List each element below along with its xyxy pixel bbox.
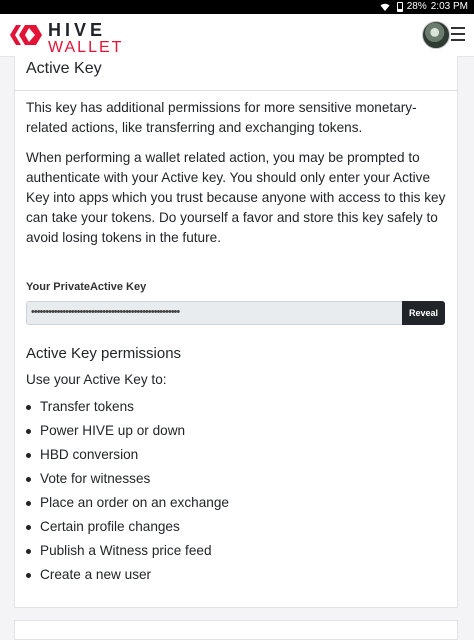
description-paragraph-2: When performing a wallet related action, you may be prompted to authenticate with your Active key. You should only enter your Active Key into apps which you trust because anyone with access to this key can take your tokens. Do yourself a favor and store this key safely to avoid losing tokens in the future.	[26, 150, 446, 245]
logo-wallet-text: WALLET	[48, 39, 124, 56]
logo-hive-text: HIVE	[48, 20, 107, 40]
list-item: Power HIVE up or down	[26, 419, 229, 443]
permissions-list	[26, 395, 229, 587]
list-item: Create a new user	[26, 563, 229, 587]
list-item: Publish a Witness price feed	[26, 539, 229, 563]
private-key-label: Your PrivateActive Key	[26, 281, 147, 293]
private-key-field[interactable]: ••••••••••••••••••••••••••••••••••••••••••••••••••••	[26, 301, 402, 325]
hive-wallet-logo[interactable]	[48, 21, 123, 56]
card-title: Active Key	[26, 60, 102, 77]
list-item: Place an order on an exchange	[26, 491, 229, 515]
list-item: Vote for witnesses	[26, 467, 229, 491]
status-bar-right	[380, 0, 468, 14]
list-item: Certain profile changes	[26, 515, 229, 539]
active-key-card	[14, 56, 458, 608]
title-divider	[15, 90, 457, 91]
battery-percent: 28%	[406, 1, 427, 12]
hive-logo-icon[interactable]	[8, 22, 44, 48]
status-bar	[0, 0, 474, 14]
clock-time: 2:03 PM	[430, 1, 468, 12]
battery-icon	[397, 2, 403, 12]
next-card-edge	[14, 620, 458, 640]
permissions-intro: Use your Active Key to:	[26, 372, 167, 387]
permissions-title: Active Key permissions	[26, 345, 182, 362]
reveal-button[interactable]: Reveal	[402, 301, 445, 325]
list-item: Transfer tokens	[26, 395, 229, 419]
app-header	[0, 14, 474, 57]
wifi-icon	[380, 2, 390, 12]
list-item: HBD conversion	[26, 443, 229, 467]
description-paragraph-1: This key has additional permissions for more sensitive monetary-related actions, like transferring and exchanging tokens.	[26, 100, 417, 135]
user-avatar[interactable]	[422, 21, 450, 49]
hamburger-menu-icon[interactable]	[451, 27, 465, 41]
